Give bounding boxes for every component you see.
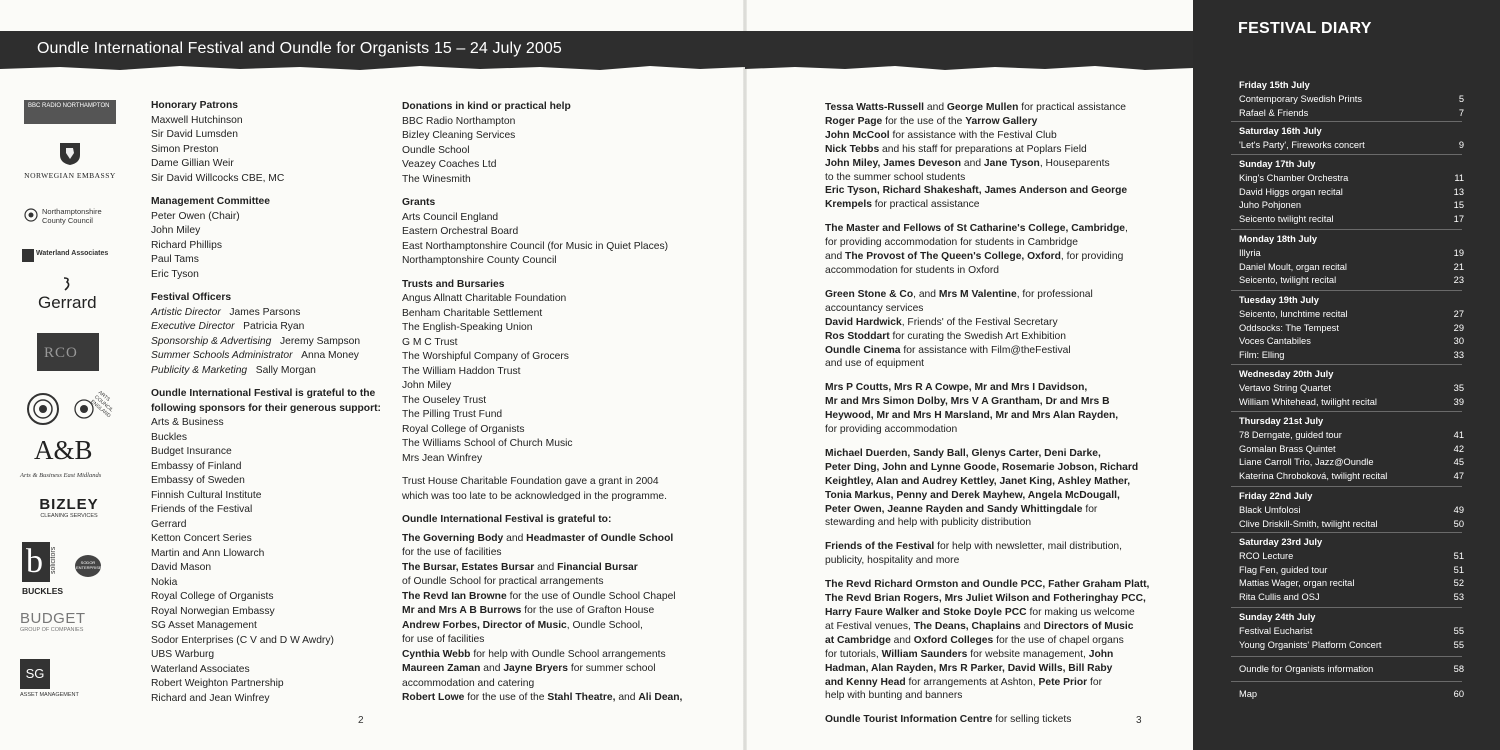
page-number-right: 3 [1136, 715, 1142, 726]
trust: The William Haddon Trust [402, 365, 521, 377]
officer: Artistic Director James Parsons [151, 306, 301, 318]
note-line: Trust House Charitable Foundation gave a grant in 2004 [402, 476, 659, 487]
diary-day: Sunday 24th July Festival Eucharist 55 Young Organists' Platform Concert 55 [1239, 611, 1464, 652]
thanks-line: for use of facilities [402, 634, 485, 645]
diary-event: Katerina Chroboková, twilight recital 47 [1239, 471, 1464, 482]
thanks-line: Robert Lowe for the use of the Stahl Theatre, and Ali Dean, [402, 692, 683, 703]
patron: Dame Gillian Weir [151, 158, 234, 169]
committee-member: Peter Owen (Chair) [151, 210, 240, 222]
column-donations-grants [402, 100, 702, 706]
rco-logo: RCO [37, 333, 99, 371]
diary-event: Mattias Wager, organ recital 52 [1239, 578, 1464, 589]
trust: The English-Speaking Union [402, 322, 533, 333]
trusts-heading: Trusts and Bursaries [402, 278, 505, 290]
diary-event: Seicento twilight recital 17 [1239, 214, 1464, 225]
diary-event: Map 60 [1239, 689, 1464, 699]
officer: Sponsorship & Advertising Jeremy Sampson [151, 335, 361, 347]
diary-day: Saturday 16th July 'Let's Party', Fireworks concert 9 [1239, 125, 1464, 153]
grateful-heading: Oundle International Festival is grateful to: [402, 514, 612, 525]
trust: G M C Trust [402, 336, 458, 348]
sponsor: Sodor Enterprises (C V and D W Awdry) [151, 634, 334, 646]
buckles-logo: b solicitors BUCKLES [22, 543, 64, 596]
diary-event: Rafael & Friends 7 [1239, 107, 1464, 118]
torn-edge-right [745, 65, 1193, 71]
diary-event: Seicento, lunchtime recital 27 [1239, 308, 1464, 319]
sponsor: Finnish Cultural Institute [151, 489, 262, 501]
committee-member: Richard Phillips [151, 239, 222, 251]
sponsors-heading: Oundle International Festival is grateful to the [151, 388, 376, 399]
diary-event: Liane Carroll Trio, Jazz@Oundle 45 [1239, 457, 1464, 468]
patron: Sir David Willcocks CBE, MC [151, 172, 285, 184]
diary-extra [1239, 663, 1464, 677]
diary-event: King's Chamber Orchestra 11 [1239, 172, 1464, 183]
northamptonshire-county-council-logo: Northamptonshire County Council [22, 205, 122, 229]
thanks-line: accommodation and catering [402, 677, 535, 689]
sponsor: Nokia [151, 576, 178, 588]
header-banner-right [745, 31, 1193, 65]
grant: Arts Council England [402, 211, 499, 223]
diary-event: 'Let's Party', Fireworks concert 9 [1239, 139, 1464, 150]
sponsor: Robert Weighton Partnership [151, 678, 284, 689]
bbc-radio-northampton-logo: BBC RADIO NORTHAMPTON [24, 100, 116, 124]
diary-day: Friday 22nd July Black Umfolosi 49 Clive Driskill-Smith, twilight recital 50 [1239, 490, 1464, 531]
diary-event: Oddsocks: The Tempest 29 [1239, 322, 1464, 333]
sponsor: UBS Warburg [151, 649, 215, 660]
ncc-rose-icon [24, 208, 38, 222]
banner-title: Oundle International Festival and Oundle for Organists 15 – 24 July 2005 [37, 40, 562, 57]
trust: The Williams School of Church Music [402, 438, 573, 449]
page-crease [743, 0, 747, 750]
diary-event: Voces Cantabiles 30 [1239, 336, 1464, 347]
thanks-line: The Revd Ian Browne for the use of Oundle School Chapel [402, 590, 676, 602]
thanks-line: Mr and Mrs A B Burrows for the use of Grafton House [402, 605, 655, 616]
sponsor: Arts & Business [151, 417, 224, 428]
officer: Publicity & Marketing Sally Morgan [151, 364, 316, 376]
sponsor: Embassy of Sweden [151, 475, 245, 486]
donor: Veazey Coaches Ltd [402, 159, 497, 170]
sponsor: Gerrard [151, 518, 187, 530]
sponsor: Royal College of Organists [151, 591, 274, 602]
diary-divider [1231, 364, 1462, 365]
thanks-line: Cynthia Webb for help with Oundle School arrangements [402, 648, 666, 660]
trust: Angus Allnatt Charitable Foundation [402, 293, 567, 304]
diary-event: Illyria 19 [1239, 247, 1464, 258]
diary-day: Monday 18th July Illyria 19 Daniel Moult, organ recital 21 Seicento, twilight recital 23 [1239, 233, 1464, 288]
sponsor: Waterland Associates [151, 663, 250, 675]
diary-day: Saturday 23rd July RCO Lecture 51 Flag Fen, guided tour 51 Mattias Wager, organ recital 52 Rita Cullis and OSJ 53 [1239, 536, 1464, 605]
patron: Maxwell Hutchinson [151, 114, 243, 126]
festival-diary [1193, 0, 1500, 750]
sponsor: Martin and Ann Llowarch [151, 547, 265, 559]
grant: Eastern Orchestral Board [402, 226, 519, 237]
diary-divider [1231, 290, 1462, 291]
trust: The Worshipful Company of Grocers [402, 351, 569, 362]
diary-event: Flag Fen, guided tour 51 [1239, 564, 1464, 575]
diary-event: Daniel Moult, organ recital 21 [1239, 261, 1464, 272]
grants-heading: Grants [402, 197, 436, 208]
trust: Benham Charitable Settlement [402, 307, 543, 319]
trust: The Pilling Trust Fund [402, 409, 503, 420]
thanks-line: The Bursar, Estates Bursar and Financial Bursar [402, 561, 638, 573]
donor: BBC Radio Northampton [402, 115, 516, 127]
diary-event: Rita Cullis and OSJ 53 [1239, 592, 1464, 603]
officer: Executive Director Patricia Ryan [151, 321, 305, 332]
patron: Sir David Lumsden [151, 129, 238, 140]
sponsor: SG Asset Management [151, 620, 257, 631]
trust: John Miley [402, 380, 452, 391]
thanks-line: of Oundle School for practical arrangements [402, 576, 604, 587]
grant: Northamptonshire County Council [402, 255, 557, 266]
diary-event: Vertavo String Quartet 35 [1239, 382, 1464, 393]
sponsor: Royal Norwegian Embassy [151, 605, 275, 617]
diary-event: William Whitehead, twilight recital 39 [1239, 396, 1464, 407]
donor: The Winesmith [402, 173, 471, 185]
grant: East Northamptonshire Council (for Music in Quiet Places) [402, 240, 669, 252]
diary-event: Juho Pohjonen 15 [1239, 200, 1464, 211]
patron: Simon Preston [151, 143, 219, 155]
diary-day: Wednesday 20th July Vertavo String Quartet 35 William Whitehead, twilight recital 39 [1239, 368, 1464, 409]
officer: Summer Schools Administrator Anna Money [151, 350, 359, 361]
thanks-line: The Governing Body and Headmaster of Oundle School [402, 532, 674, 544]
officers-heading: Festival Officers [151, 292, 232, 303]
committee-member: Paul Tams [151, 254, 199, 265]
donor: Oundle School [402, 144, 470, 156]
diary-divider [1231, 154, 1462, 155]
diary-divider [1231, 532, 1462, 533]
seal-icon [26, 392, 60, 426]
diary-event: Contemporary Swedish Prints 5 [1239, 93, 1464, 104]
committee-member: Eric Tyson [151, 268, 199, 280]
trust: Royal College of Organists [402, 423, 525, 435]
sponsor: Buckles [151, 431, 188, 443]
bizley-logo: BIZLEY CLEANING SERVICES [39, 496, 99, 519]
diary-day: Sunday 17th July King's Chamber Orchestra 11 David Higgs organ recital 13 Juho Pohjonen 15 Seicento twilight recital 17 [1239, 158, 1464, 227]
norwegian-embassy-logo: NORWEGIAN EMBASSY [22, 142, 118, 182]
column-acknowledgements: Tessa Watts-Russell and George Mullen for practical assistance Roger Page for the use of the Yarrow Gallery John McCool for assistance with the Festival Club Nick Tebbs and his staff for preparations at Poplars Field John Miley, James Deveson and Jane Tyson, Houseparents to the summer school students Eric Tyson, Richard Shakeshaft, James Anderson and George Krempels for practical assistance The Master and Fellows of St Catharine's College, Cambridge, for providing accommodation for students in Cambridge and The Provost of The Queen's College, Oxford, for providing accommodation for students in Oxford Green Stone & Co, and Mrs M Valentine, for professional accountancy services David Hardwick, Friends' of the Festival Secretary Ros Stoddart for curating the Swedish Art Exhibition Oundle Cinema for assistance with Film@theFestival and use of equipment Mrs P Coutts, Mrs R A Cowpe, Mr and Mrs I Davidson, Mr and Mrs Simon Dolby, Mrs V A Grantham, Dr and Mrs B Heywood, Mr and Mrs H Marsland, Mr and Mrs Alan Rayden, for providing accommodation Michael Duerden, Sandy Ball, Glenys Carter, Deni Darke, Peter Ding, John and Lynne Goode, Rosemarie Jobson, Richard Keightley, Alan and Audrey Kettley, Janet King, Ashley Mather, Tonia Markus, Penny and Derek Mayhew, Angela McDougall, Peter Owen, Jeanne Rayden and Sandy Whittingdale for stewarding and help with publicity distribution Friends of the Festival for help with newsletter, mail distribution, publicity, hospitality and more The Revd Richard Ormston and Oundle PCC, Father Graham Platt, The Revd Brian Rogers, Mrs Juliet Wilson and Fotheringhay PCC, Harry Faure Walker and Stoke Doyle PCC for making us welcome at Festival venues, The Deans, Chaplains and Directors of Music at Cambridge and Oxford Colleges for the use of chapel organs for tutorials, William Saunders for website management, John Hadman, Alan Rayden, Mrs R Parker, David Wills, Bill Raby and Kenny Head for arrangements at Ashton, Pete Prior for help with bunting and banners Oundle Tourist Information Centre for selling tickets [825, 102, 1150, 726]
diary-event: Seicento, twilight recital 23 [1239, 275, 1464, 286]
diary-day: Tuesday 19th July Seicento, lunchtime recital 27 Oddsocks: The Tempest 29 Voces Cantabiles 30 Film: Elling 33 [1239, 294, 1464, 363]
diary-event: Black Umfolosi 49 [1239, 504, 1464, 515]
diary-event: David Higgs organ recital 13 [1239, 186, 1464, 197]
sponsor: Embassy of Finland [151, 460, 242, 472]
sponsor: David Mason [151, 562, 212, 573]
donations-heading: Donations in kind or practical help [402, 101, 571, 112]
committee-heading: Management Committee [151, 196, 271, 207]
diary-event: Gomalan Brass Quintet 42 [1239, 443, 1464, 454]
arts-and-business-logo: A&B Arts & Business East Midlands [20, 435, 102, 479]
torn-edge [0, 65, 745, 71]
diary-day: Friday 15th July Contemporary Swedish Prints 5 Rafael & Friends 7 [1239, 79, 1464, 120]
diary-extra [1239, 688, 1464, 702]
diary-event: Clive Driskill-Smith, twilight recital 50 [1239, 518, 1464, 529]
diary-divider [1231, 411, 1462, 412]
thanks-line: Maureen Zaman and Jayne Bryers for summer school [402, 663, 656, 674]
gerrard-logo: Gerrard [38, 276, 108, 316]
gerrard-mark-icon [62, 276, 72, 292]
committee-member: John Miley [151, 225, 201, 236]
donor: Bizley Cleaning Services [402, 130, 516, 141]
page-number-left: 2 [358, 715, 364, 726]
diary-divider [1231, 229, 1462, 230]
diary-event: 78 Derngate, guided tour 41 [1239, 429, 1464, 440]
sg-asset-management-logo: SG ASSET MANAGEMENT [20, 659, 90, 699]
arts-council-logos: ARTS COUNCIL ENGLAND [26, 390, 116, 428]
diary-event: Film: Elling 33 [1239, 350, 1464, 361]
diary-event: RCO Lecture 51 [1239, 550, 1464, 561]
thanks-line: for the use of facilities [402, 547, 502, 558]
header-banner [0, 31, 745, 65]
thanks-line: Andrew Forbes, Director of Music, Oundle School, [402, 619, 643, 631]
diary-event: Oundle for Organists information 58 [1239, 664, 1464, 674]
diary-event: Young Organists' Platform Concert 55 [1239, 639, 1464, 650]
diary-divider [1231, 121, 1462, 122]
trust: The Ouseley Trust [402, 394, 487, 406]
sponsor: Ketton Concert Series [151, 533, 252, 544]
patrons-heading: Honorary Patrons [151, 100, 238, 111]
trust: Mrs Jean Winfrey [402, 452, 483, 464]
diary-divider [1231, 607, 1462, 608]
diary-divider [1231, 656, 1462, 657]
note-line: which was too late to be acknowledged in the programme. [402, 490, 668, 502]
sponsor: Budget Insurance [151, 446, 232, 457]
diary-divider [1231, 486, 1462, 487]
waterland-associates-logo: Waterland Associates [22, 249, 120, 263]
sponsors-heading-2: following sponsors for their generous support: [151, 402, 381, 414]
column-patrons-sponsors [151, 99, 381, 706]
norway-crest-icon [59, 142, 81, 166]
diary-day: Thursday 21st July 78 Derngate, guided tour 41 Gomalan Brass Quintet 42 Liane Carroll Trio, Jazz@Oundle 45 Katerina Chroboková, twilight recital 47 [1239, 415, 1464, 484]
diary-divider [1231, 681, 1462, 682]
budget-logo: BUDGET GROUP OF COMPANIES [20, 610, 86, 633]
sodor-enterprises-logo: SODOR ENTERPRISES [74, 552, 102, 580]
diary-title: FESTIVAL DIARY [1238, 20, 1372, 37]
sponsor: Richard and Jean Winfrey [151, 692, 270, 704]
diary-event: Festival Eucharist 55 [1239, 625, 1464, 636]
sponsor: Friends of the Festival [151, 504, 253, 515]
